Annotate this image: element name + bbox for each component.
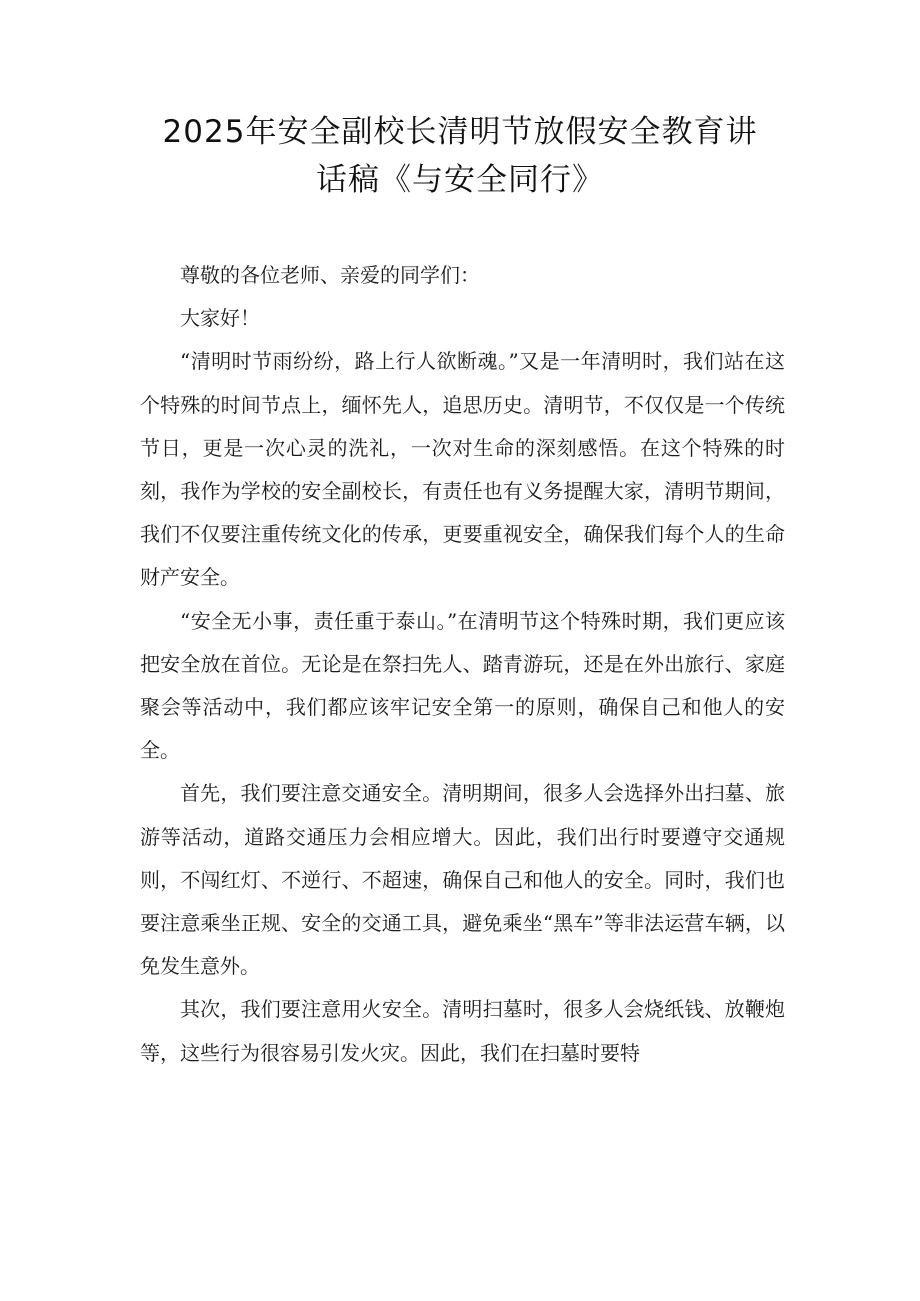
- salutation-paragraph: 尊敬的各位老师、亲爱的同学们：: [180, 263, 480, 287]
- greeting-paragraph: 大家好！: [180, 306, 260, 331]
- document-title: [110, 108, 810, 204]
- body-paragraph: “清明时节雨纷纷，路上行人欲断魂。”又是一年清明时，我们站在这个特殊的时间节点上，缅怀先人，追思历史。清明节，不仅仅是一个传统节日，更是一次心灵的洗礼，一次对生命的深刻感悟。在这个特殊的时刻，我作为学校的安全副校长，有责任也有义务提醒大家，清明节期间，我们不仅要注重传统文化的传承，更要重视安全，确保我们每个人的生命财产安全。: [140, 349, 785, 590]
- body-paragraph: 其次，我们要注意用火安全。清明扫墓时，很多人会烧纸钱、放鞭炮等，这些行为很容易引发火灾。因此，我们在扫墓时要特: [140, 997, 785, 1065]
- document-body: [140, 254, 785, 1075]
- body-paragraph: “安全无小事，责任重于泰山。”在清明节这个特殊时期，我们更应该把安全放在首位。无论是在祭扫先人、踏青游玩，还是在外出旅行、家庭聚会等活动中，我们都应该牢记安全第一的原则，确保自己和他人的安全。: [140, 608, 785, 763]
- body-paragraph: 首先，我们要注意交通安全。清明期间，很多人会选择外出扫墓、旅游等活动，道路交通压力会相应增大。因此，我们出行时要遵守交通规则，不闯红灯、不逆行、不超速，确保自己和他人的安全。同时，我们也要注意乘坐正规、安全的交通工具，避免乘坐“黑车”等非法运营车辆，以免发生意外。: [140, 781, 785, 979]
- title-line-1: 2025年安全副校长清明节放假安全教育讲: [162, 114, 758, 150]
- title-line-2: 话稿《与安全同行》: [316, 162, 604, 198]
